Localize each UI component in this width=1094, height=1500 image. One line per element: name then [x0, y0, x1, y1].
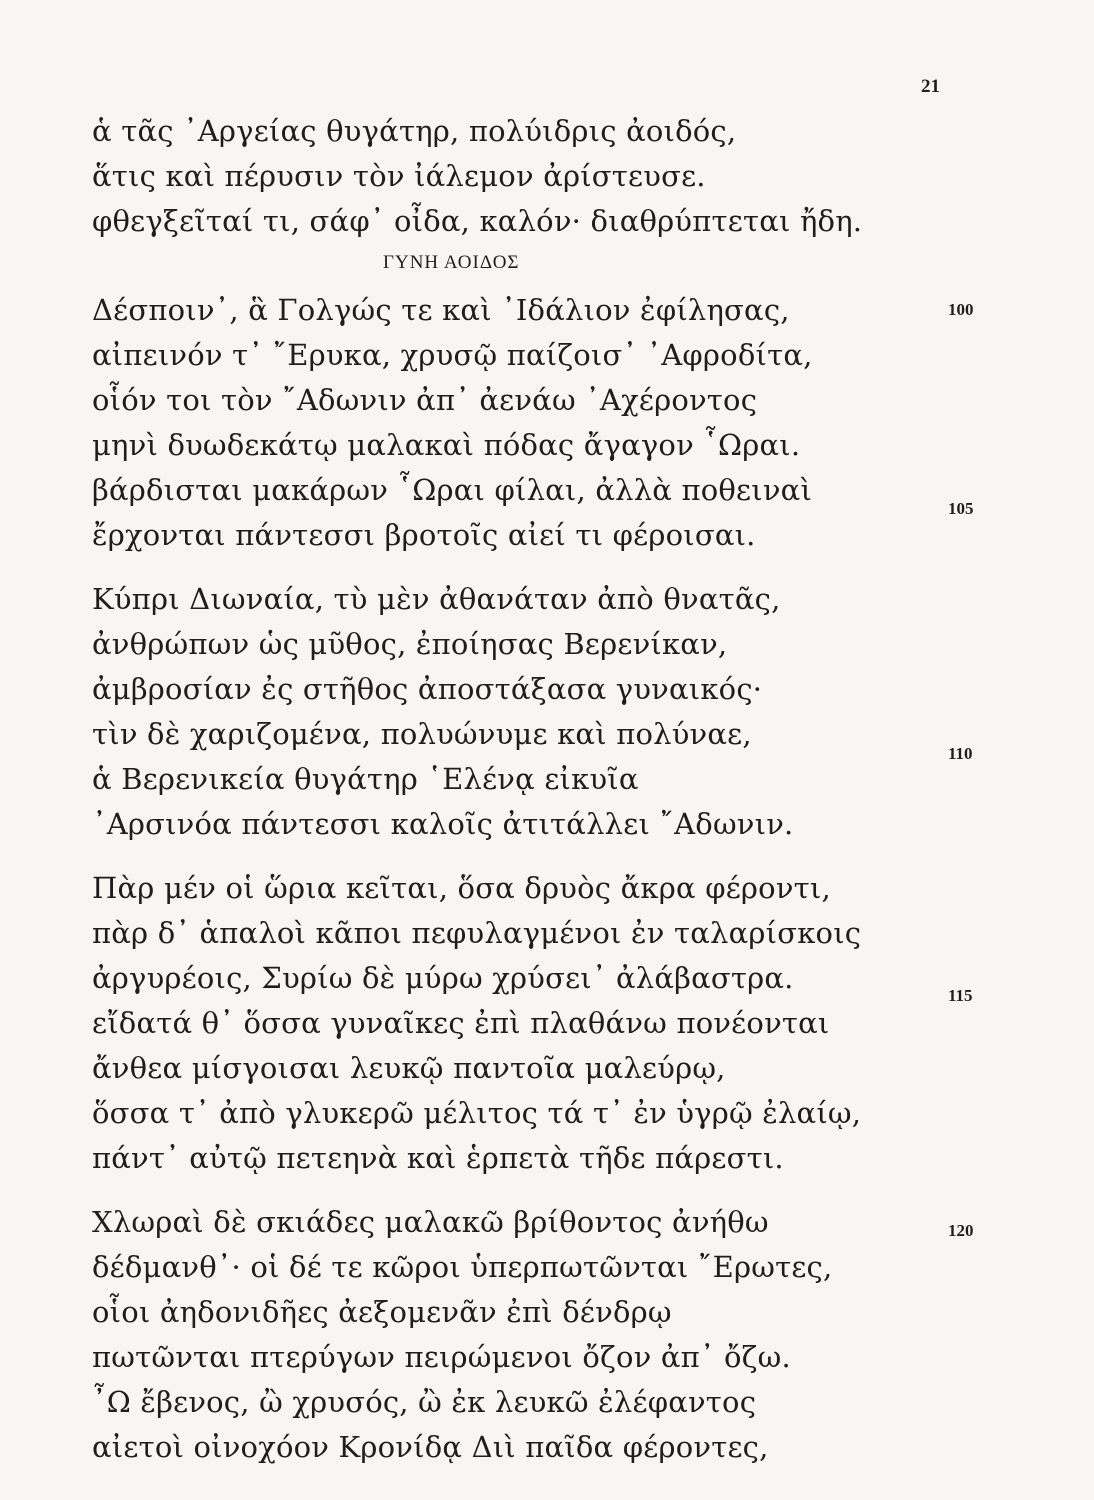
speaker-heading: ΓΥΝΗ ΑΟΙΔΟΣ [383, 252, 520, 273]
verse-line: ἅτις καὶ πέρυσιν τὸν ἰάλεμον ἀρίστευσε. [92, 159, 706, 193]
verse-line: πὰρ δ᾿ ἁπαλοὶ κᾶποι πεφυλαγμένοι ἐν ταλαρίσκοις [92, 916, 862, 950]
page-number: 21 [921, 76, 940, 97]
line-number: 100 [948, 300, 974, 319]
verse-line: οἷόν τοι τὸν ῎Αδωνιν ἀπ᾿ ἀενάω ᾿Αχέροντος [92, 383, 758, 417]
verse-line: Δέσποιν᾿, ἃ Γολγώς τε καὶ ᾿Ιδάλιον ἐφίλησας, [92, 293, 790, 327]
line-number: 110 [948, 744, 973, 763]
verse-line: ἄνθεα μίσγοισαι λευκῷ παντοῖα μαλεύρῳ, [92, 1051, 726, 1085]
verse-line: οἷοι ἀηδονιδῆες ἀεξομενᾶν ἐπὶ δένδρῳ [92, 1295, 672, 1329]
verse-line: ἁ τᾶς ᾿Αργείας θυγάτηρ, πολύιδρις ἀοιδός, [92, 114, 737, 148]
verse-line: ἁ Βερενικεία θυγάτηρ ῾Ελένᾳ εἰκυῖα [92, 762, 639, 796]
verse-line: ὅσσα τ᾿ ἀπὸ γλυκερῶ μέλιτος τά τ᾿ ἐν ὑγρῷ ἐλαίῳ, [92, 1096, 862, 1130]
verse-line: Κύπρι Διωναία, τὺ μὲν ἀθανάταν ἀπὸ θνατᾶς, [92, 582, 781, 616]
verse-line: εἴδατά θ᾿ ὅσσα γυναῖκες ἐπὶ πλαθάνω πονέονται [92, 1006, 830, 1040]
verse-line: ᾿Αρσινόα πάντεσσι καλοῖς ἀτιτάλλει ῎Αδωνιν. [92, 807, 794, 841]
verse-line: Χλωραὶ δὲ σκιάδες μαλακῶ βρίθοντος ἀνήθω [92, 1205, 769, 1239]
verse-line: τὶν δὲ χαριζομένα, πολυώνυμε καὶ πολύναε, [92, 717, 752, 751]
verse-line: δέδμανθ᾿· οἱ δέ τε κῶροι ὑπερπωτῶνται ῎Ερωτες, [92, 1250, 833, 1284]
line-number: 120 [948, 1221, 974, 1240]
verse-line: ἀργυρέοις, Συρίω δὲ μύρω χρύσει᾿ ἀλάβαστρα. [92, 961, 794, 995]
verse-line: πωτῶνται πτερύγων πειρώμενοι ὄζον ἀπ᾿ ὄζω. [92, 1340, 791, 1374]
verse-line: βάρδισται μακάρων ῟Ωραι φίλαι, ἀλλὰ ποθειναὶ [92, 473, 813, 507]
verse-line: ἀμβροσίαν ἐς στῆθος ἀποστάξασα γυναικός· [92, 672, 763, 706]
verse-line: Πὰρ μέν οἱ ὥρια κεῖται, ὅσα δρυὸς ἄκρα φέροντι, [92, 871, 831, 905]
verse-line: ἀνθρώπων ὡς μῦθος, ἐποίησας Βερενίκαν, [92, 627, 728, 661]
verse-line: πάντ᾿ αὐτῷ πετεηνὰ καὶ ἑρπετὰ τῆδε πάρεστι. [92, 1141, 784, 1175]
verse-line: ἔρχονται πάντεσσι βροτοῖς αἰεί τι φέροισαι. [92, 518, 756, 552]
verse-line: ῏Ω ἔβενος, ὢ χρυσός, ὢ ἐκ λευκῶ ἐλέφαντος [92, 1385, 757, 1419]
verse-line: αἰετοὶ οἰνοχόον Κρονίδᾳ Διὶ παῖδα φέροντες, [92, 1430, 769, 1464]
verse-line: μηνὶ δυωδεκάτῳ μαλακαὶ πόδας ἄγαγον ῟Ωραι. [92, 428, 801, 462]
line-number: 105 [948, 499, 974, 518]
verse-line: αἰπεινόν τ᾿ ῎Ερυκα, χρυσῷ παίζοισ᾿ ᾿Αφροδίτα, [92, 338, 813, 372]
line-number: 115 [948, 986, 973, 1005]
verse-line: φθεγξεῖταί τι, σάφ᾿ οἶδα, καλόν· διαθρύπτεται ἤδη. [92, 204, 863, 238]
